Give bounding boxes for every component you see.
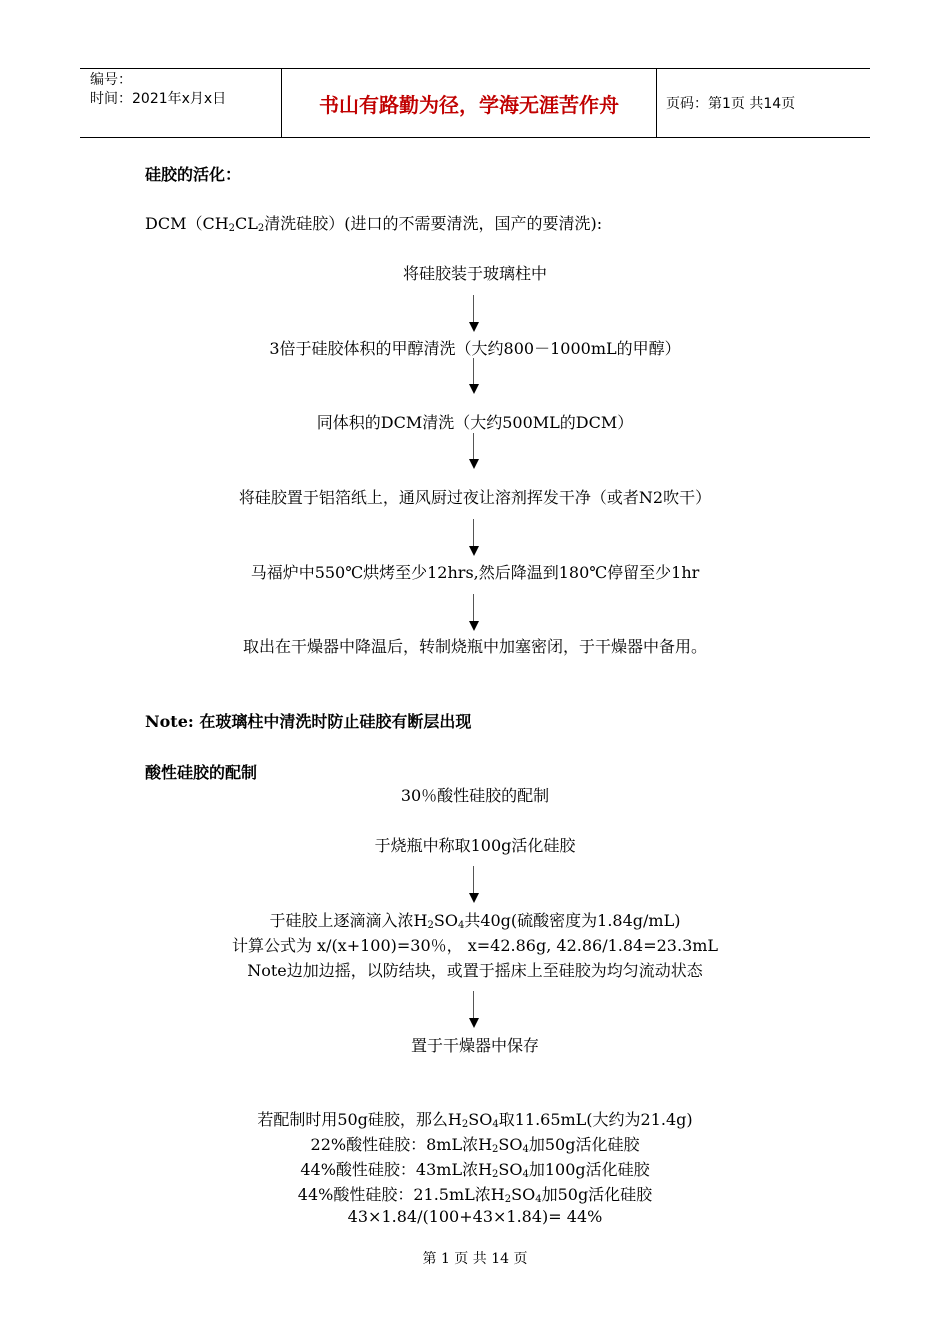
flow-step: 马福炉中550℃烘烤至少12hrs,然后降温到180℃停留至少1hr	[250, 563, 700, 582]
flow-arrow-icon	[469, 594, 479, 631]
flow-arrow-icon	[469, 295, 479, 332]
flow-arrow-icon	[469, 358, 479, 394]
flow-step: 将硅胶装于玻璃柱中	[402, 264, 547, 283]
acid-detail-line: 44%酸性硅胶：43mL浓$H_2SO_4$加100g活化硅胶	[300, 1160, 650, 1180]
header-divider	[656, 69, 657, 137]
time-label: 时间：2021年x月x日	[90, 91, 227, 107]
section-intro: $DCM(CH_2CL_2$清洗硅胶）(进口的不需要清洗，国产的要清洗):	[145, 214, 603, 234]
note-line: Note: 在玻璃柱中清洗时防止硅胶有断层出现	[145, 712, 472, 731]
flow-step: 取出在干燥器中降温后，转制烧瓶中加塞密闭，于干燥器中备用。	[242, 637, 707, 656]
flow-arrow-icon	[469, 519, 479, 556]
acid-step: 于烧瓶中称取100g活化硅胶	[374, 836, 576, 855]
acid-step: 于硅胶上逐滴滴入浓$H_2SO_4$共40g(硫酸密度为1.84g/mL)	[269, 911, 681, 931]
acid-formula: 计算公式为 x/(x+100)=30％， x=42.86g, 42.86/1.84=23.3mL	[231, 936, 719, 955]
flow-arrow-icon	[469, 866, 479, 903]
acid-note: Note边加边摇，以防结块，或置于摇床上至硅胶为均匀流动状态	[247, 961, 703, 980]
header-motto: 书山有路勤为径，学海无涯苦作舟	[319, 93, 619, 117]
acid-detail-line: 若配制时用50g硅胶，那么$H_2SO_4$取11.65mL(大约为21.4g)	[257, 1110, 693, 1130]
flow-arrow-icon	[469, 991, 479, 1028]
header-info	[90, 71, 226, 109]
page-footer: 第 1 页 共 14 页	[422, 1251, 528, 1267]
acid-detail-line: 44%酸性硅胶：21.5mL浓$H_2SO_4$加50g活化硅胶	[297, 1185, 653, 1205]
section-title-activation: 硅胶的活化：	[145, 165, 242, 184]
acid-final-line: 43×1.84/(100+43×1.84)= 44%	[347, 1207, 603, 1226]
number-label: 编号：	[90, 72, 132, 88]
header-table	[80, 68, 870, 138]
flow-arrow-icon	[469, 433, 479, 469]
flow-step: 同体积的DCM清洗（大约500ML的DCM）	[316, 413, 634, 432]
acid-subtitle: 30％酸性硅胶的配制	[400, 786, 550, 805]
section-title-acid: 酸性硅胶的配制	[145, 763, 258, 782]
flow-step: 3倍于硅胶体积的甲醇清洗（大约800－1000mL的甲醇）	[269, 339, 681, 358]
acid-detail-line: 22%酸性硅胶：8mL浓$H_2SO_4$加50g活化硅胶	[310, 1135, 640, 1155]
acid-step: 置于干燥器中保存	[410, 1036, 539, 1055]
header-page-label: 页码：第1页 共14页	[666, 96, 796, 112]
flow-step: 将硅胶置于铝箔纸上，通风厨过夜让溶剂挥发干净（或者N2吹干）	[238, 488, 712, 507]
